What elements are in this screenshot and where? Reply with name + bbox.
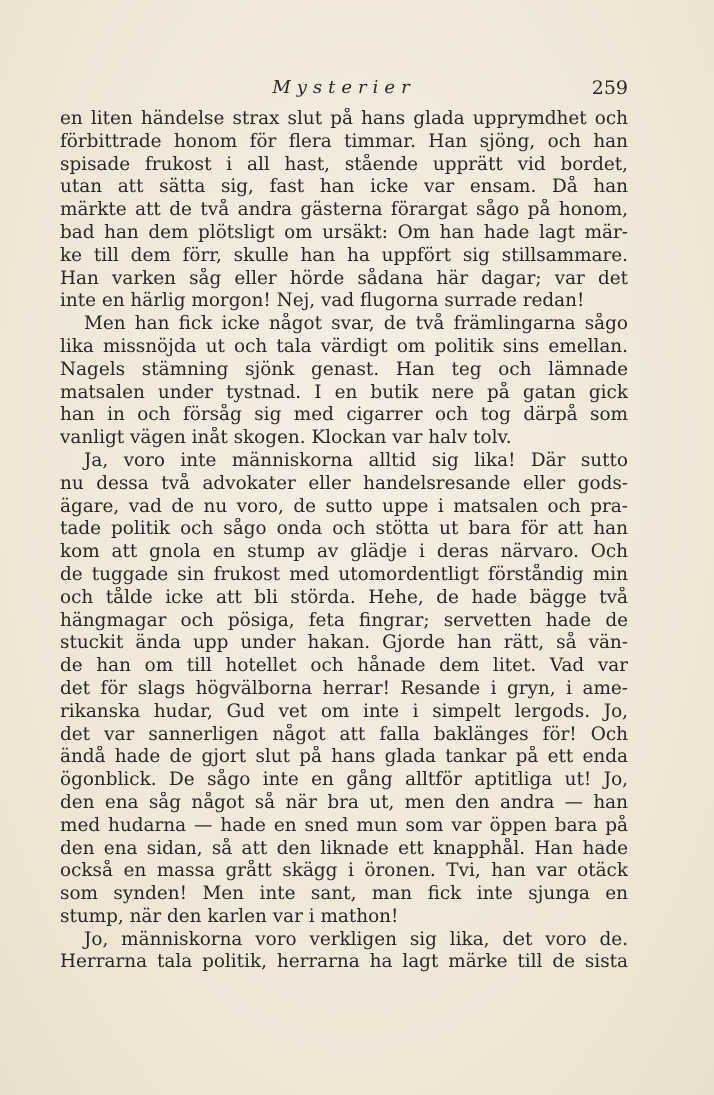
text-line: stump, när den karlen var i mathon! <box>60 905 399 927</box>
text-line: den ena såg något så när bra ut, men den andra — han <box>60 791 628 813</box>
text-line: ögonblick. De sågo inte en gång alltför aptitliga ut! Jo, <box>60 769 628 791</box>
text-line: Ja, voro inte människorna alltid sig lika! Där sutto <box>84 449 628 471</box>
text-line: Jo, människorna voro verkligen sig lika, det voro de. <box>84 928 628 950</box>
text-line: Herrarna tala politik, herrarna ha lagt märke till de sista <box>60 951 628 973</box>
running-head <box>60 74 628 102</box>
text-line: lika missnöjda ut och tala värdigt om politik sins emellan. <box>60 335 628 357</box>
page-number: 259 <box>591 77 628 99</box>
text-line: Men han fick icke något svar, de två främlingarna sågo <box>84 313 628 335</box>
text-line: spisade frukost i all hast, stående upprätt vid bordet, <box>60 153 628 175</box>
paragraph <box>60 108 628 313</box>
paragraph <box>60 450 628 929</box>
text-line: de tuggade sin frukost med utomordentligt förståndig min <box>60 563 628 585</box>
text-line: tade politik och sågo onda och stötta ut bara för att han <box>60 518 628 540</box>
text-line: en liten händelse strax slut på hans glada upprymdhet och <box>60 108 628 129</box>
text-line: inte en härlig morgon! Nej, vad flugorna surrade redan! <box>60 290 585 312</box>
text-line: Nagels stämning sjönk genast. Han teg och lämnade <box>60 358 628 380</box>
text-line: vanligt vägen inåt skogen. Klockan var halv tolv. <box>60 427 512 449</box>
text-line: stuckit ända upp under hakan. Gjorde han rätt, så vän- <box>60 632 628 654</box>
text-line: och tålde icke att bli störda. Hehe, de hade bägge två <box>60 586 628 608</box>
text-line: som synden! Men inte sant, man fick inte sjunga en <box>60 883 628 905</box>
text-line: ke till dem förr, skulle han ha uppfört sig stillsammare. <box>60 244 628 266</box>
text-line: rikanska hudar, Gud vet om inte i simpelt lergods. Jo, <box>60 700 628 722</box>
text-line: utan att sätta sig, fast han icke var ensam. Då han <box>60 176 628 198</box>
text-line: hängmagar och pösiga, feta fingrar; servetten hade de <box>60 609 628 631</box>
text-line: nu dessa två advokater eller handelsresande eller gods- <box>60 472 628 494</box>
text-line: det för slags högvälborna herrar! Resande i gryn, i ame- <box>60 677 628 699</box>
text-line: med hudarna — hade en sned mun som var öppen bara på <box>60 814 628 836</box>
text-line: Han varken såg eller hörde sådana här dagar; var det <box>60 267 628 289</box>
text-line: också en massa grått skägg i öronen. Tvi, han var otäck <box>60 860 628 882</box>
text-line: bad han dem plötsligt om ursäkt: Om han hade lagt mär- <box>60 221 628 243</box>
body-text <box>60 108 628 974</box>
text-line: han in och försåg sig med cigarrer och tog därpå som <box>60 404 628 426</box>
text-line: kom att gnola en stump av glädje i deras närvaro. Och <box>60 541 628 563</box>
text-line: märkte att de två andra gästerna förargat sågo på honom, <box>60 199 628 221</box>
text-line: förbittrade honom för flera timmar. Han sjöng, och han <box>60 130 628 152</box>
text-line: den ena sidan, så att den liknade ett knapphål. Han hade <box>60 837 628 859</box>
text-line: det var sannerligen något att falla baklänges för! Och <box>60 723 628 745</box>
text-line: matsalen under tystnad. I en butik nere på gatan gick <box>60 381 628 403</box>
running-title: Mysterier <box>272 77 416 98</box>
text-line: de han om till hotellet och hånade dem litet. Vad var <box>60 655 628 677</box>
text-line: ändå hade de gjort slut på hans glada tankar på ett enda <box>60 746 628 768</box>
text-line: ägare, vad de nu voro, de sutto uppe i matsalen och pra- <box>60 495 628 517</box>
paragraph <box>60 929 628 975</box>
paragraph <box>60 313 628 450</box>
